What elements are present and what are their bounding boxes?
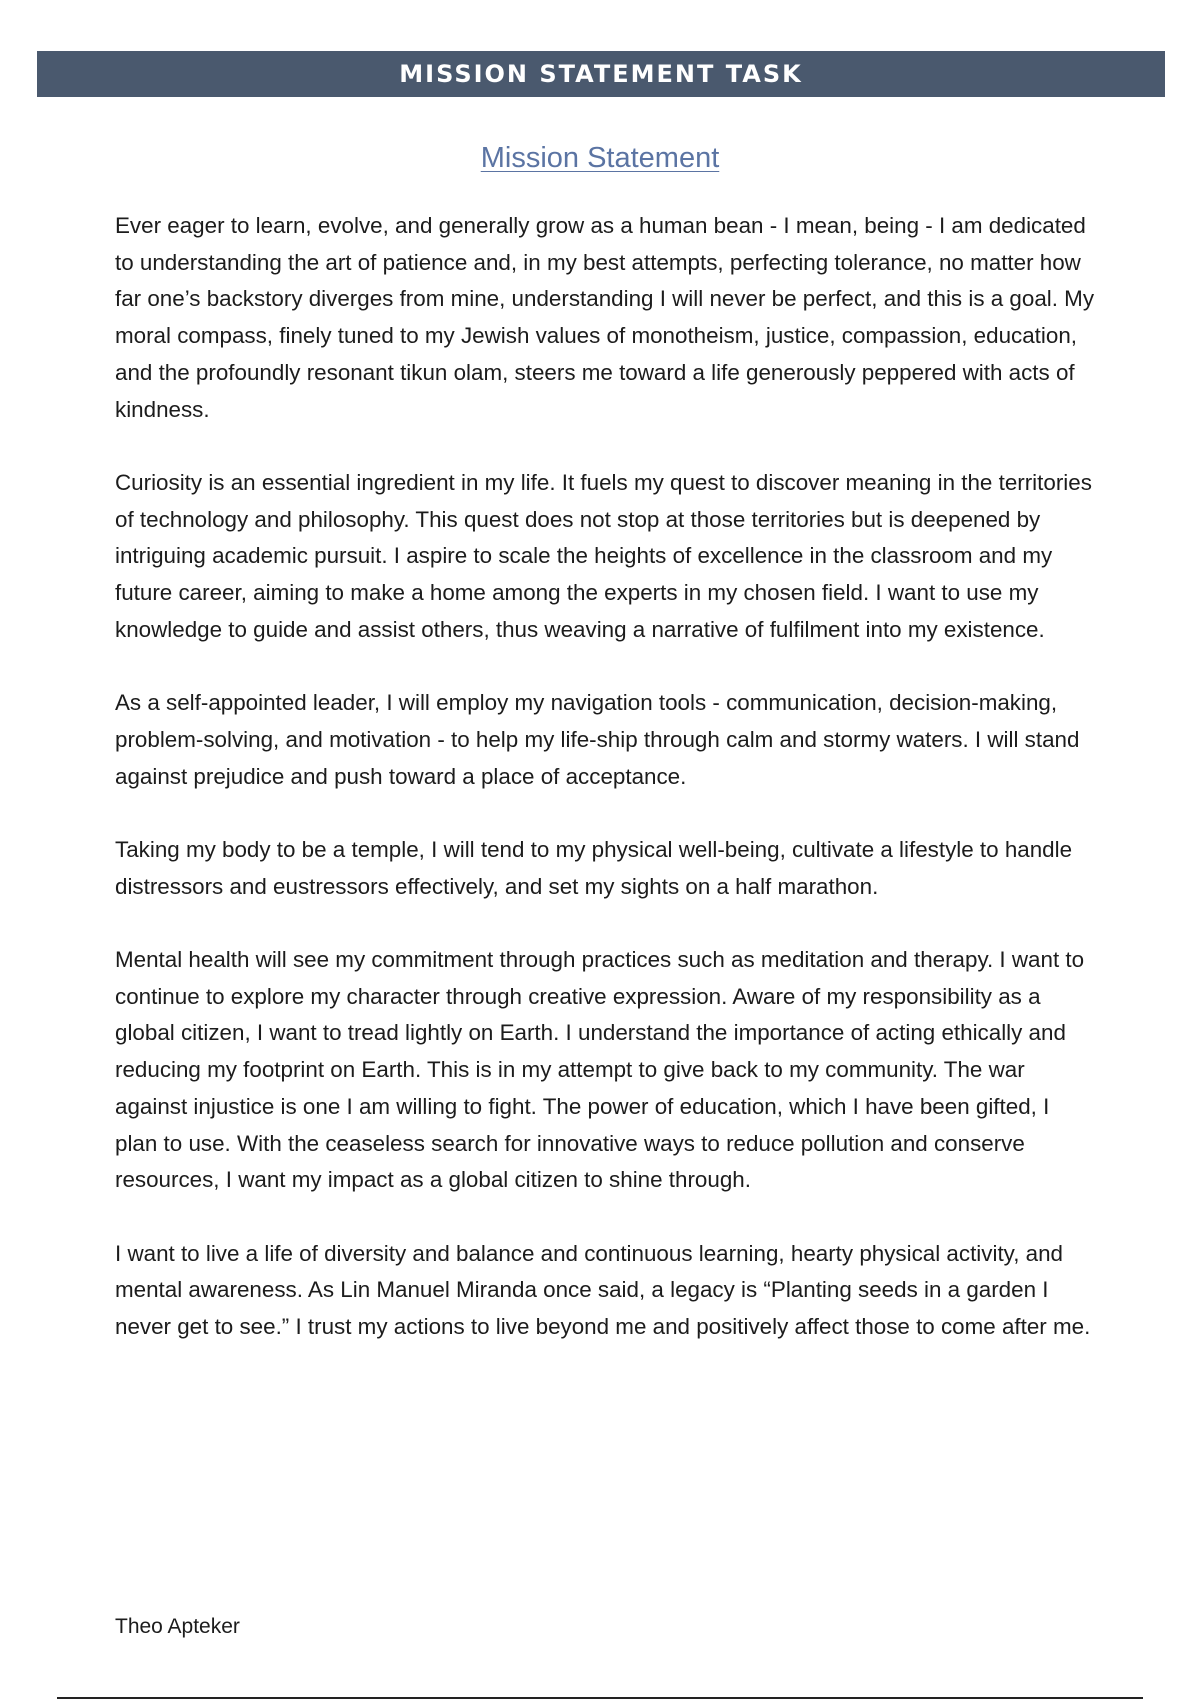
footer-divider [57, 1697, 1143, 1699]
author-name: Theo Apteker [115, 1615, 240, 1638]
paragraph-1: Ever eager to learn, evolve, and generally grow as a human bean - I mean, being - I am dedicated to understanding the art of patience and, in my best attempts, perfecting tolerance, no matter how far one’s backstory diverges from mine, understanding I will never be perfect, and this is a goal. My moral compass, finely tuned to my Jewish values of monotheism, justice, compassion, education, and the profoundly resonant tikun olam, steers me toward a life generously peppered with acts of kindness. [115, 213, 1095, 422]
document-body [115, 208, 1095, 1382]
paragraph-4: Taking my body to be a temple, I will tend to my physical well-being, cultivate a lifestyle to handle distressors and eustressors effectively, and set my sights on a half marathon. [115, 836, 1073, 899]
document-title [0, 142, 1200, 175]
header-bar [37, 51, 1165, 97]
paragraph-6: I want to live a life of diversity and balance and continuous learning, hearty physical activity, and mental awareness. As Lin Manuel Miranda once said, a legacy is “Planting seeds in a garden I never get to see.” I trust my actions to live beyond me and positively affect those to come after me. [115, 1240, 1091, 1340]
header-title: MISSION STATEMENT TASK [399, 60, 803, 88]
document-title-text: Mission Statement [480, 142, 720, 174]
paragraph-3: As a self-appointed leader, I will employ my navigation tools - communication, decision-making, problem-solving, and motivation - to help my life-ship through calm and stormy waters. I will stand against prejudice and push toward a place of acceptance. [115, 690, 1080, 789]
paragraph-2: Curiosity is an essential ingredient in my life. It fuels my quest to discover meaning in the territories of technology and philosophy. This quest does not stop at those territories but is deepened by intriguing academic pursuit. I aspire to scale the heights of excellence in the classroom and my future career, aiming to make a home among the experts in my chosen field. I want to use my knowledge to guide and assist others, thus weaving a narrative of fulfilment into my existence. [115, 469, 1092, 642]
paragraph-5: Mental health will see my commitment through practices such as meditation and therapy. I want to continue to explore my character through creative expression. Aware of my responsibility as a global citizen, I want to tread lightly on Earth. I understand the importance of acting ethically and reducing my footprint on Earth. This is in my attempt to give back to my community. The war against injustice is one I am willing to fight. The power of education, which I have been gifted, I plan to use. With the ceaseless search for innovative ways to reduce pollution and conserve resources, I want my impact as a global citizen to shine through. [115, 947, 1085, 1193]
